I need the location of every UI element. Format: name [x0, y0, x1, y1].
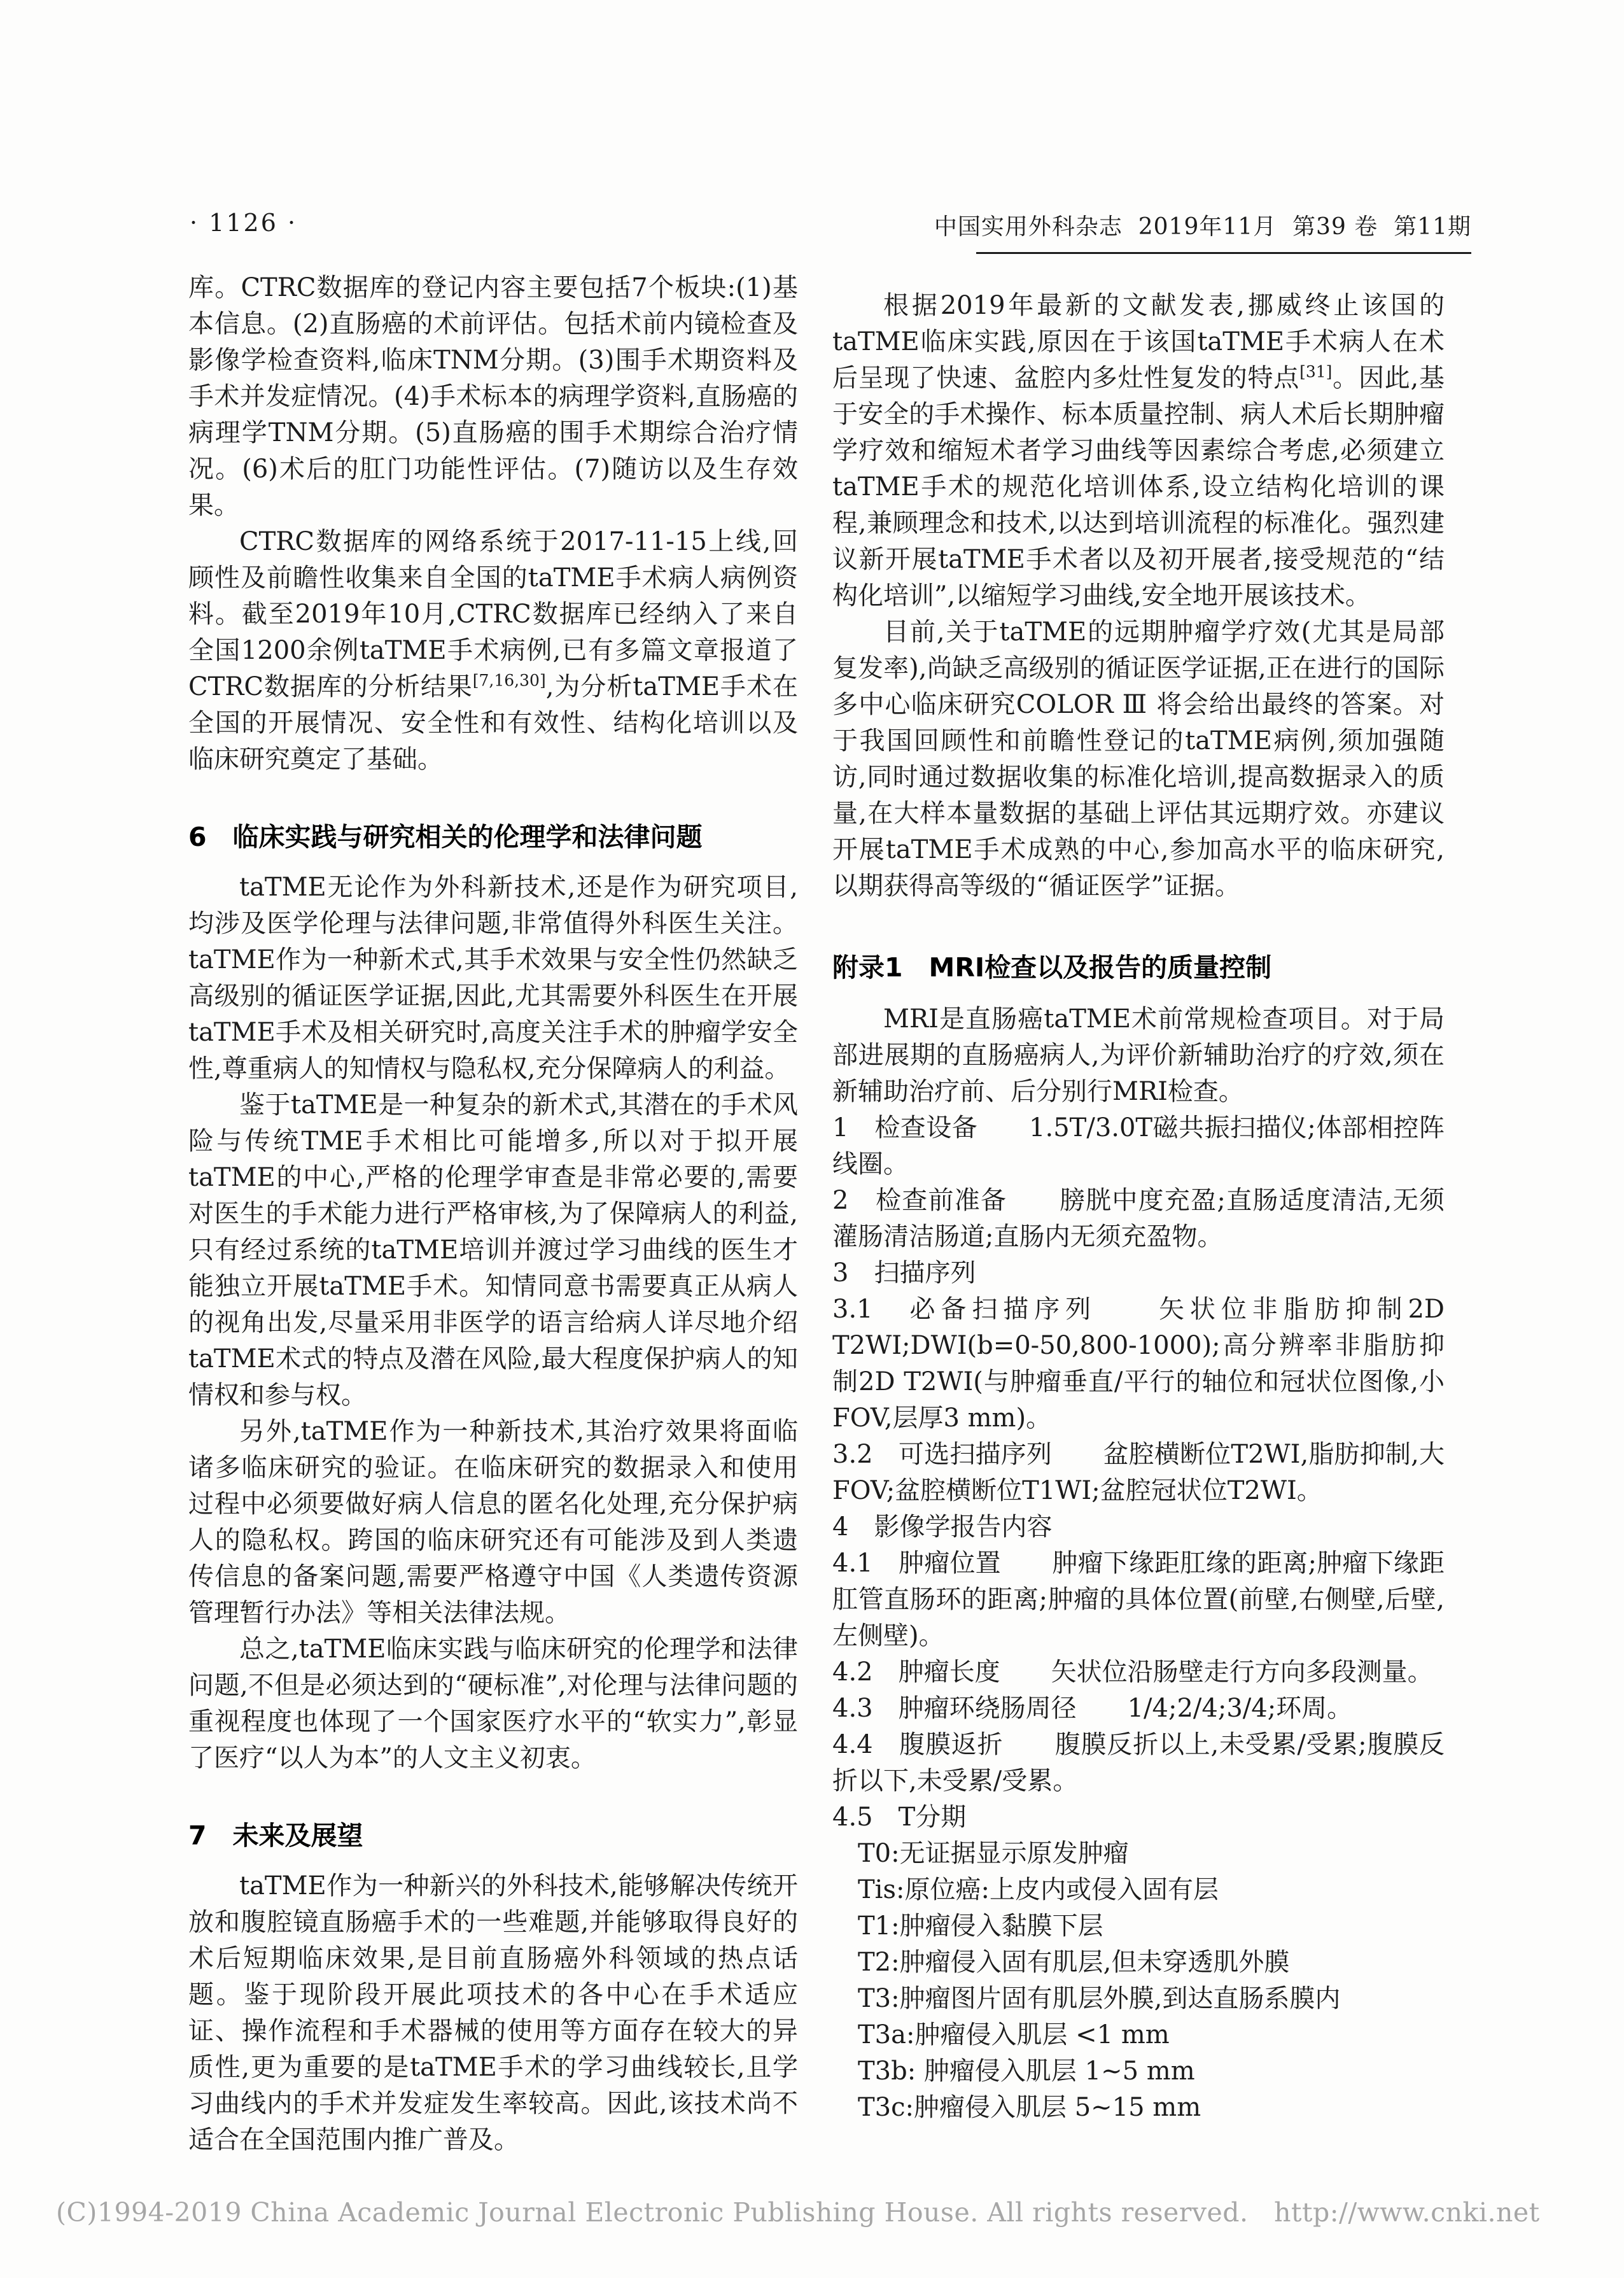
- text-segment: CTRC数据库的网络系统于2017-11-15上线,回顾性及前瞻性收集来自全国的taTME手术病人病例资料。截至2019年10月,CTRC数据库已经纳入了来自全国1200余例taTME手术病例,已有多篇文章报道了CTRC数据库的分析结果: [188, 527, 798, 701]
- left-column: [188, 270, 798, 2158]
- text-segment: T3b: 肿瘤侵入肌层 1~5 mm: [832, 2057, 1195, 2086]
- header-rule: [976, 252, 1471, 254]
- paragraph: [188, 1631, 798, 1776]
- t-stage-line: [832, 1981, 1445, 2017]
- text-segment: 3.2 可选扫描序列 盆腔横断位T2WI,脂肪抑制,大FOV;盆腔横断位T1WI;盆腔冠状位T2WI。: [832, 1440, 1445, 1505]
- text-segment: ,为分析taTME手术在全国的开展情况、安全性和有效性、结构化培训以及临床研究奠定了基础。: [188, 672, 798, 774]
- text-segment: Tis:原位癌:上皮内或侵入固有层: [832, 1875, 1219, 1904]
- journal-header: 中国实用外科杂志 2019年11月 第39 卷 第11期: [934, 214, 1471, 240]
- numbered-item: [832, 1654, 1445, 1691]
- right-column: [832, 288, 1445, 2126]
- paragraph: [188, 869, 798, 1087]
- t-stage-line: [832, 2090, 1445, 2126]
- section-heading: [832, 950, 1445, 985]
- text-segment: 4.2 肿瘤长度 矢状位沿肠壁走行方向多段测量。: [832, 1657, 1433, 1687]
- section-heading: [188, 820, 798, 854]
- t-stage-line: [832, 1944, 1445, 1981]
- text-segment: 1 检查设备 1.5T/3.0T磁共振扫描仪;体部相控阵线圈。: [832, 1113, 1445, 1179]
- text-segment: T1:肿瘤侵入黏膜下层: [832, 1911, 1103, 1941]
- text-segment: 4.3 肿瘤环绕肠周径 1/4;2/4;3/4;环周。: [832, 1694, 1353, 1723]
- reference-superscript: [7,16,30]: [472, 671, 546, 690]
- paragraph: [188, 524, 798, 778]
- text-segment: 3.1 必备扫描序列 矢状位非脂肪抑制2D T2WI;DWI(b=0-50,800-1000);高分辨率非脂肪抑制2D T2WI(与肿瘤垂直/平行的轴位和冠状位图像,小FOV,层厚3 mm)。: [832, 1295, 1445, 1433]
- numbered-item: [832, 1545, 1445, 1654]
- text-segment: T3:肿瘤图片固有肌层外膜,到达直肠系膜内: [832, 1984, 1341, 2013]
- section-heading: [188, 1818, 798, 1853]
- numbered-item: [832, 1110, 1445, 1183]
- numbered-item: [832, 1291, 1445, 1437]
- text-segment: 另外,taTME作为一种新技术,其治疗效果将面临诸多临床研究的验证。在临床研究的数据录入和使用过程中必须要做好病人信息的匿名化处理,充分保护病人的隐私权。跨国的临床研究还有可能涉及到人类遗传信息的备案问题,需要严格遵守中国《人类遗传资源管理暂行办法》等相关法律法规。: [188, 1417, 798, 1628]
- text-segment: 附录1 MRI检查以及报告的质量控制: [832, 952, 1272, 983]
- text-segment: 4 影像学报告内容: [832, 1512, 1053, 1542]
- text-segment: 库。CTRC数据库的登记内容主要包括7个板块:(1)基本信息。(2)直肠癌的术前评估。包括术前内镜检查及影像学检查资料,临床TNM分期。(3)围手术期资料及手术并发症情况。(4)手术标本的病理学资料,直肠癌的病理学TNM分期。(5)直肠癌的围手术期综合治疗情况。(6)术后的肛门功能性评估。(7)随访以及生存效果。: [188, 273, 798, 520]
- paragraph: [832, 1001, 1445, 1110]
- paragraph: [188, 270, 798, 524]
- text-segment: 3 扫描序列: [832, 1258, 976, 1288]
- paragraph: [188, 1087, 798, 1414]
- paragraph: [832, 614, 1445, 904]
- text-segment: 目前,关于taTME的远期肿瘤学疗效(尤其是局部复发率),尚缺乏高级别的循证医学证据,正在进行的国际多中心临床研究COLOR Ⅲ 将会给出最终的答案。对于我国回顾性和前瞻性登记的taTME病例,须加强随访,同时通过数据收集的标准化培训,提高数据录入的质量,在大样本量数据的基础上评估其远期疗效。亦建议开展taTME手术成熟的中心,参加高水平的临床研究,以期获得高等级的“循证医学”证据。: [832, 617, 1445, 901]
- text-segment: 4.4 腹膜返折 腹膜反折以上,未受累/受累;腹膜反折以下,未受累/受累。: [832, 1730, 1445, 1796]
- t-stage-line: [832, 1836, 1445, 1872]
- text-segment: T0:无证据显示原发肿瘤: [832, 1839, 1129, 1868]
- text-segment: 总之,taTME临床实践与临床研究的伦理学和法律问题,不但是必须达到的“硬标准”,对伦理与法律问题的重视程度也体现了一个国家医疗水平的“软实力”,彰显了医疗“以人为本”的人文主义初衷。: [188, 1635, 798, 1773]
- text-segment: taTME作为一种新兴的外科技术,能够解决传统开放和腹腔镜直肠癌手术的一些难题,并能够取得良好的术后短期临床效果,是目前直肠癌外科领域的热点话题。鉴于现阶段开展此项技术的各中心在手术适应证、操作流程和手术器械的使用等方面存在较大的异质性,更为重要的是taTME手术的学习曲线较长,且学习曲线内的手术并发症发生率较高。因此,该技术尚不适合在全国范围内推广普及。: [188, 1871, 798, 2155]
- paragraph: [188, 1414, 798, 1631]
- t-stage-line: [832, 1908, 1445, 1944]
- numbered-item: [832, 1437, 1445, 1509]
- numbered-item: [832, 1509, 1445, 1545]
- t-stage-line: [832, 1872, 1445, 1908]
- copyright-footer: (C)1994-2019 China Academic Journal Electronic Publishing House. All rights reserved. http://www.cnki.net: [56, 2197, 1540, 2228]
- numbered-item: [832, 1691, 1445, 1727]
- text-segment: 7 未来及展望: [188, 1820, 363, 1851]
- text-segment: 根据2019年最新的文献发表,挪威终止该国的taTME临床实践,原因在于该国taTME手术病人在术后呈现了快速、盆腔内多灶性复发的特点: [832, 291, 1445, 393]
- text-segment: 4.5 T分期: [832, 1803, 967, 1832]
- t-stage-line: [832, 2017, 1445, 2053]
- paragraph: [832, 288, 1445, 614]
- text-segment: T3c:肿瘤侵入肌层 5~15 mm: [832, 2093, 1201, 2122]
- text-segment: T2:肿瘤侵入固有肌层,但未穿透肌外膜: [832, 1948, 1290, 1977]
- paragraph: [188, 1868, 798, 2158]
- text-segment: T3a:肿瘤侵入肌层 <1 mm: [832, 2020, 1170, 2049]
- numbered-item: [832, 1727, 1445, 1799]
- text-segment: 6 临床实践与研究相关的伦理学和法律问题: [188, 822, 703, 852]
- t-stage-line: [832, 2053, 1445, 2090]
- reference-superscript: [31]: [1299, 362, 1333, 381]
- page-number: · 1126 ·: [190, 209, 298, 237]
- numbered-item: [832, 1183, 1445, 1255]
- numbered-item: [832, 1799, 1445, 1836]
- numbered-item: [832, 1255, 1445, 1291]
- text-segment: 2 检查前准备 膀胱中度充盈;直肠适度清洁,无须灌肠清洁肠道;直肠内无须充盈物。: [832, 1186, 1445, 1251]
- text-segment: 4.1 肿瘤位置 肿瘤下缘距肛缘的距离;肿瘤下缘距肛管直肠环的距离;肿瘤的具体位置(前壁,右侧壁,后壁,左侧壁)。: [832, 1549, 1445, 1650]
- text-segment: 鉴于taTME是一种复杂的新术式,其潜在的手术风险与传统TME手术相比可能增多,所以对于拟开展taTME的中心,严格的伦理学审查是非常必要的,需要对医生的手术能力进行严格审核,为了保障病人的利益,只有经过系统的taTME培训并渡过学习曲线的医生才能独立开展taTME手术。知情同意书需要真正从病人的视角出发,尽量采用非医学的语言给病人详尽地介绍taTME术式的特点及潜在风险,最大程度保护病人的知情权和参与权。: [188, 1090, 798, 1410]
- text-segment: taTME无论作为外科新技术,还是作为研究项目,均涉及医学伦理与法律问题,非常值得外科医生关注。taTME作为一种新术式,其手术效果与安全性仍然缺乏高级别的循证医学证据,因此,尤其需要外科医生在开展taTME手术及相关研究时,高度关注手术的肿瘤学安全性,尊重病人的知情权与隐私权,充分保障病人的利益。: [188, 873, 798, 1083]
- text-segment: MRI是直肠癌taTME术前常规检查项目。对于局部进展期的直肠癌病人,为评价新辅助治疗的疗效,须在新辅助治疗前、后分别行MRI检查。: [832, 1004, 1445, 1106]
- text-segment: 。因此,基于安全的手术操作、标本质量控制、病人术后长期肿瘤学疗效和缩短术者学习曲线等因素综合考虑,必须建立taTME手术的规范化培训体系,设立结构化培训的课程,兼顾理念和技术,以达到培训流程的标准化。强烈建议新开展taTME手术者以及初开展者,接受规范的“结构化培训”,以缩短学习曲线,安全地开展该技术。: [832, 363, 1445, 610]
